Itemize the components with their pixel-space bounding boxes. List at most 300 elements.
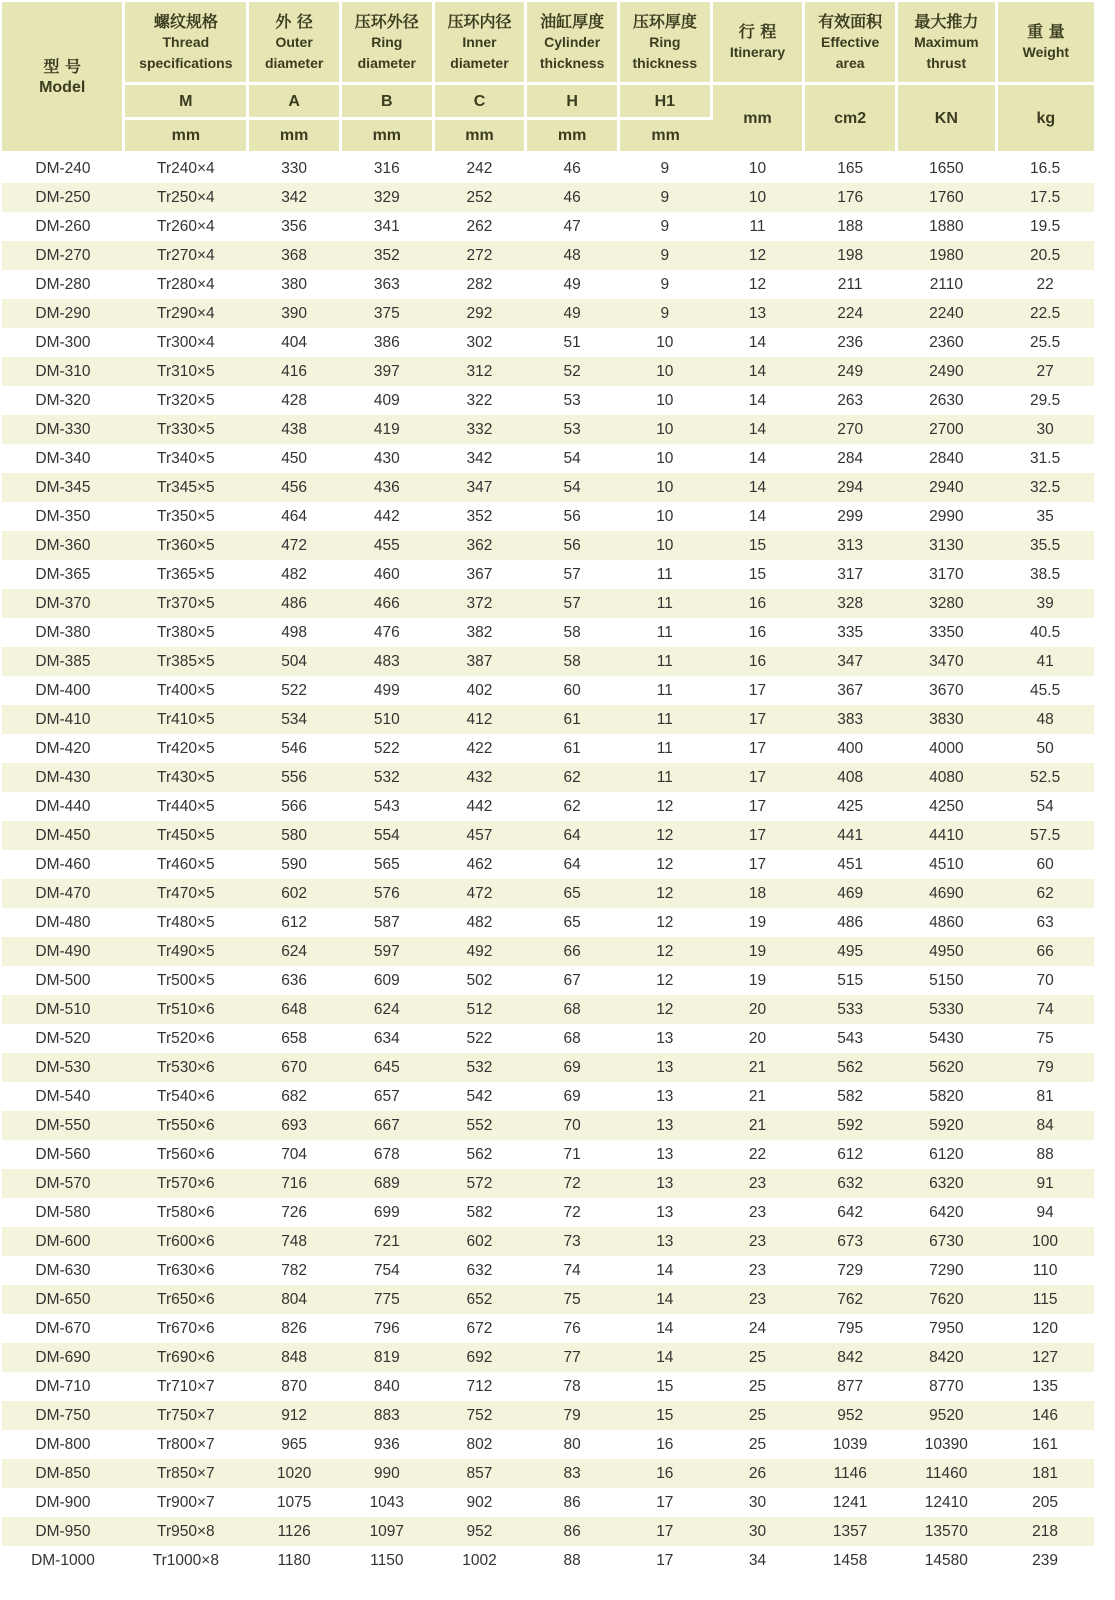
cell-ring-diameter: 587 <box>340 908 433 937</box>
cell-ring-diameter: 522 <box>340 734 433 763</box>
cell-weight: 70 <box>996 966 1094 995</box>
cell-outer-diameter: 504 <box>248 647 341 676</box>
header-ring-thickness-en1: Ring <box>649 33 681 50</box>
cell-effective-area: 317 <box>804 560 897 589</box>
unit-outer: mm <box>248 119 341 153</box>
cell-effective-area: 211 <box>804 270 897 299</box>
cell-cylinder-thickness: 58 <box>526 618 619 647</box>
cell-thread: Tr650×6 <box>124 1285 248 1314</box>
cell-ring-diameter: 990 <box>340 1459 433 1488</box>
cell-max-thrust: 3350 <box>897 618 997 647</box>
header-ring-diameter-en1: Ring <box>371 33 403 50</box>
cell-ring-thickness: 11 <box>618 589 711 618</box>
cell-thread: Tr420×5 <box>124 734 248 763</box>
cell-effective-area: 1241 <box>804 1488 897 1517</box>
cell-itinerary: 16 <box>711 589 804 618</box>
cell-cylinder-thickness: 72 <box>526 1198 619 1227</box>
cell-cylinder-thickness: 53 <box>526 386 619 415</box>
cell-model: DM-710 <box>2 1372 124 1401</box>
cell-ring-diameter: 341 <box>340 212 433 241</box>
cell-max-thrust: 1880 <box>897 212 997 241</box>
cell-model: DM-270 <box>2 241 124 270</box>
cell-itinerary: 17 <box>711 792 804 821</box>
unit-ring-thickness: mm <box>618 119 711 153</box>
cell-weight: 218 <box>996 1517 1094 1546</box>
cell-outer-diameter: 464 <box>248 502 341 531</box>
cell-outer-diameter: 658 <box>248 1024 341 1053</box>
table-row <box>2 850 1094 879</box>
cell-inner-diameter: 282 <box>433 270 526 299</box>
table-row <box>2 1517 1094 1546</box>
cell-cylinder-thickness: 62 <box>526 792 619 821</box>
cell-weight: 27 <box>996 357 1094 386</box>
cell-cylinder-thickness: 60 <box>526 676 619 705</box>
cell-itinerary: 22 <box>711 1140 804 1169</box>
cell-weight: 31.5 <box>996 444 1094 473</box>
cell-cylinder-thickness: 51 <box>526 328 619 357</box>
cell-effective-area: 249 <box>804 357 897 386</box>
cell-ring-thickness: 13 <box>618 1053 711 1082</box>
cell-ring-thickness: 13 <box>618 1227 711 1256</box>
cell-cylinder-thickness: 56 <box>526 502 619 531</box>
cell-weight: 35.5 <box>996 531 1094 560</box>
cell-itinerary: 14 <box>711 444 804 473</box>
cell-thread: Tr370×5 <box>124 589 248 618</box>
cell-weight: 22.5 <box>996 299 1094 328</box>
cell-ring-diameter: 1150 <box>340 1546 433 1575</box>
cell-effective-area: 236 <box>804 328 897 357</box>
header-ring-thickness-en2: thickness <box>632 54 698 71</box>
cell-itinerary: 16 <box>711 618 804 647</box>
cell-outer-diameter: 566 <box>248 792 341 821</box>
cell-ring-diameter: 375 <box>340 299 433 328</box>
cell-thread: Tr460×5 <box>124 850 248 879</box>
cell-thread: Tr410×5 <box>124 705 248 734</box>
cell-cylinder-thickness: 88 <box>526 1546 619 1575</box>
table-row <box>2 386 1094 415</box>
table-row <box>2 415 1094 444</box>
cell-model: DM-365 <box>2 560 124 589</box>
cell-effective-area: 165 <box>804 153 897 184</box>
header-cylinder-en1: Cylinder <box>544 33 601 50</box>
cell-inner-diameter: 352 <box>433 502 526 531</box>
header-weight-zh: 重 量 <box>1027 22 1065 41</box>
cell-model: DM-310 <box>2 357 124 386</box>
cell-inner-diameter: 312 <box>433 357 526 386</box>
cell-max-thrust: 6320 <box>897 1169 997 1198</box>
cell-max-thrust: 2240 <box>897 299 997 328</box>
table-row <box>2 676 1094 705</box>
cell-max-thrust: 6730 <box>897 1227 997 1256</box>
table-row <box>2 1169 1094 1198</box>
cell-cylinder-thickness: 74 <box>526 1256 619 1285</box>
cell-ring-diameter: 1097 <box>340 1517 433 1546</box>
cell-outer-diameter: 342 <box>248 183 341 212</box>
cell-effective-area: 952 <box>804 1401 897 1430</box>
cell-outer-diameter: 380 <box>248 270 341 299</box>
cell-weight: 62 <box>996 879 1094 908</box>
cell-effective-area: 842 <box>804 1343 897 1372</box>
cell-outer-diameter: 826 <box>248 1314 341 1343</box>
cell-itinerary: 17 <box>711 763 804 792</box>
cell-weight: 52.5 <box>996 763 1094 792</box>
cell-effective-area: 451 <box>804 850 897 879</box>
cell-ring-thickness: 13 <box>618 1169 711 1198</box>
cell-cylinder-thickness: 65 <box>526 879 619 908</box>
cell-max-thrust: 4510 <box>897 850 997 879</box>
cell-max-thrust: 3470 <box>897 647 997 676</box>
header-outer-en2: diameter <box>264 54 324 71</box>
table-row <box>2 473 1094 502</box>
cell-ring-diameter: 419 <box>340 415 433 444</box>
cell-weight: 35 <box>996 502 1094 531</box>
cell-itinerary: 21 <box>711 1082 804 1111</box>
cell-cylinder-thickness: 70 <box>526 1111 619 1140</box>
cell-inner-diameter: 482 <box>433 908 526 937</box>
table-row <box>2 1372 1094 1401</box>
table-row <box>2 1024 1094 1053</box>
cell-inner-diameter: 242 <box>433 153 526 184</box>
cell-ring-diameter: 796 <box>340 1314 433 1343</box>
cell-itinerary: 14 <box>711 502 804 531</box>
table-row <box>2 647 1094 676</box>
cell-model: DM-250 <box>2 183 124 212</box>
header-inner-diameter <box>433 2 526 84</box>
cell-effective-area: 299 <box>804 502 897 531</box>
cell-effective-area: 582 <box>804 1082 897 1111</box>
cell-outer-diameter: 428 <box>248 386 341 415</box>
cell-ring-diameter: 624 <box>340 995 433 1024</box>
cell-thread: Tr580×6 <box>124 1198 248 1227</box>
table-row <box>2 1140 1094 1169</box>
cell-thread: Tr850×7 <box>124 1459 248 1488</box>
cell-inner-diameter: 367 <box>433 560 526 589</box>
cell-thread: Tr750×7 <box>124 1401 248 1430</box>
cell-ring-diameter: 363 <box>340 270 433 299</box>
cell-ring-thickness: 9 <box>618 183 711 212</box>
cell-ring-diameter: 819 <box>340 1343 433 1372</box>
cell-model: DM-440 <box>2 792 124 821</box>
cell-inner-diameter: 412 <box>433 705 526 734</box>
cell-max-thrust: 2490 <box>897 357 997 386</box>
cell-model: DM-950 <box>2 1517 124 1546</box>
cell-itinerary: 23 <box>711 1169 804 1198</box>
cell-max-thrust: 3280 <box>897 589 997 618</box>
cell-ring-thickness: 9 <box>618 241 711 270</box>
unit-cylinder: mm <box>526 119 619 153</box>
cell-cylinder-thickness: 68 <box>526 995 619 1024</box>
cell-ring-thickness: 10 <box>618 502 711 531</box>
cell-thread: Tr310×5 <box>124 357 248 386</box>
cell-inner-diameter: 502 <box>433 966 526 995</box>
cell-ring-thickness: 16 <box>618 1430 711 1459</box>
cell-inner-diameter: 372 <box>433 589 526 618</box>
table-row <box>2 1053 1094 1082</box>
header-itinerary <box>711 2 804 84</box>
cell-max-thrust: 2700 <box>897 415 997 444</box>
unit-area: cm2 <box>804 84 897 153</box>
cell-ring-diameter: 754 <box>340 1256 433 1285</box>
cell-inner-diameter: 902 <box>433 1488 526 1517</box>
cell-weight: 40.5 <box>996 618 1094 647</box>
cell-outer-diameter: 450 <box>248 444 341 473</box>
cell-ring-thickness: 17 <box>618 1488 711 1517</box>
cell-cylinder-thickness: 48 <box>526 241 619 270</box>
cell-itinerary: 17 <box>711 676 804 705</box>
cell-thread: Tr530×6 <box>124 1053 248 1082</box>
cell-max-thrust: 4000 <box>897 734 997 763</box>
cell-model: DM-1000 <box>2 1546 124 1575</box>
table-row <box>2 270 1094 299</box>
table-row <box>2 734 1094 763</box>
cell-outer-diameter: 416 <box>248 357 341 386</box>
table-row <box>2 879 1094 908</box>
cell-ring-thickness: 13 <box>618 1024 711 1053</box>
cell-inner-diameter: 262 <box>433 212 526 241</box>
cell-inner-diameter: 582 <box>433 1198 526 1227</box>
cell-effective-area: 294 <box>804 473 897 502</box>
cell-ring-thickness: 14 <box>618 1343 711 1372</box>
cell-outer-diameter: 356 <box>248 212 341 241</box>
cell-model: DM-560 <box>2 1140 124 1169</box>
cell-cylinder-thickness: 77 <box>526 1343 619 1372</box>
cell-outer-diameter: 522 <box>248 676 341 705</box>
cell-cylinder-thickness: 61 <box>526 705 619 734</box>
cell-thread: Tr340×5 <box>124 444 248 473</box>
cell-itinerary: 23 <box>711 1227 804 1256</box>
cell-ring-diameter: 657 <box>340 1082 433 1111</box>
cell-weight: 146 <box>996 1401 1094 1430</box>
cell-ring-diameter: 466 <box>340 589 433 618</box>
cell-ring-diameter: 436 <box>340 473 433 502</box>
cell-inner-diameter: 362 <box>433 531 526 560</box>
cell-thread: Tr560×6 <box>124 1140 248 1169</box>
cell-effective-area: 367 <box>804 676 897 705</box>
cell-thread: Tr1000×8 <box>124 1546 248 1575</box>
cell-max-thrust: 7950 <box>897 1314 997 1343</box>
cell-ring-thickness: 11 <box>618 734 711 763</box>
cell-outer-diameter: 546 <box>248 734 341 763</box>
cell-model: DM-320 <box>2 386 124 415</box>
cell-weight: 91 <box>996 1169 1094 1198</box>
cell-max-thrust: 5150 <box>897 966 997 995</box>
cell-model: DM-345 <box>2 473 124 502</box>
cell-model: DM-690 <box>2 1343 124 1372</box>
cell-weight: 17.5 <box>996 183 1094 212</box>
cell-outer-diameter: 498 <box>248 618 341 647</box>
cell-cylinder-thickness: 46 <box>526 183 619 212</box>
cell-max-thrust: 5620 <box>897 1053 997 1082</box>
table-row <box>2 212 1094 241</box>
cell-ring-diameter: 699 <box>340 1198 433 1227</box>
cell-ring-diameter: 460 <box>340 560 433 589</box>
cell-weight: 48 <box>996 705 1094 734</box>
cell-inner-diameter: 692 <box>433 1343 526 1372</box>
header-thread-en2: specifications <box>139 54 233 71</box>
cell-ring-thickness: 12 <box>618 850 711 879</box>
cell-thread: Tr380×5 <box>124 618 248 647</box>
cell-effective-area: 612 <box>804 1140 897 1169</box>
cell-thread: Tr400×5 <box>124 676 248 705</box>
cell-ring-thickness: 13 <box>618 1140 711 1169</box>
cell-outer-diameter: 624 <box>248 937 341 966</box>
cell-inner-diameter: 382 <box>433 618 526 647</box>
table-body <box>2 153 1094 1576</box>
cell-thread: Tr300×4 <box>124 328 248 357</box>
cell-ring-thickness: 12 <box>618 995 711 1024</box>
cell-outer-diameter: 486 <box>248 589 341 618</box>
header-ring-thickness <box>618 2 711 84</box>
cell-model: DM-570 <box>2 1169 124 1198</box>
cell-thread: Tr250×4 <box>124 183 248 212</box>
cell-max-thrust: 7290 <box>897 1256 997 1285</box>
cell-outer-diameter: 782 <box>248 1256 341 1285</box>
table-row <box>2 153 1094 184</box>
cell-cylinder-thickness: 86 <box>526 1488 619 1517</box>
cell-ring-thickness: 9 <box>618 153 711 184</box>
cell-model: DM-300 <box>2 328 124 357</box>
cell-effective-area: 198 <box>804 241 897 270</box>
cell-max-thrust: 1980 <box>897 241 997 270</box>
cell-cylinder-thickness: 65 <box>526 908 619 937</box>
cell-cylinder-thickness: 57 <box>526 560 619 589</box>
cell-ring-thickness: 14 <box>618 1314 711 1343</box>
cell-max-thrust: 4410 <box>897 821 997 850</box>
cell-outer-diameter: 648 <box>248 995 341 1024</box>
cell-ring-diameter: 476 <box>340 618 433 647</box>
cell-outer-diameter: 368 <box>248 241 341 270</box>
cell-outer-diameter: 390 <box>248 299 341 328</box>
cell-ring-diameter: 397 <box>340 357 433 386</box>
cell-thread: Tr490×5 <box>124 937 248 966</box>
cell-model: DM-240 <box>2 153 124 184</box>
cell-ring-diameter: 316 <box>340 153 433 184</box>
cell-itinerary: 24 <box>711 1314 804 1343</box>
cell-effective-area: 383 <box>804 705 897 734</box>
cell-effective-area: 1146 <box>804 1459 897 1488</box>
cell-effective-area: 347 <box>804 647 897 676</box>
cell-model: DM-430 <box>2 763 124 792</box>
cell-weight: 22 <box>996 270 1094 299</box>
cell-max-thrust: 3830 <box>897 705 997 734</box>
cell-inner-diameter: 632 <box>433 1256 526 1285</box>
unit-thread: mm <box>124 119 248 153</box>
cell-max-thrust: 10390 <box>897 1430 997 1459</box>
cell-ring-diameter: 430 <box>340 444 433 473</box>
header-thread-zh: 螺纹规格 <box>153 11 218 31</box>
header-inner-en2: diameter <box>450 54 509 71</box>
table-row <box>2 1256 1094 1285</box>
cell-effective-area: 188 <box>804 212 897 241</box>
table-row <box>2 966 1094 995</box>
cell-thread: Tr430×5 <box>124 763 248 792</box>
cell-inner-diameter: 462 <box>433 850 526 879</box>
cell-weight: 79 <box>996 1053 1094 1082</box>
cell-thread: Tr480×5 <box>124 908 248 937</box>
cell-itinerary: 15 <box>711 531 804 560</box>
table-row <box>2 1459 1094 1488</box>
cell-effective-area: 515 <box>804 966 897 995</box>
symbol-m: M <box>124 84 248 119</box>
cell-itinerary: 17 <box>711 850 804 879</box>
cell-inner-diameter: 562 <box>433 1140 526 1169</box>
cell-outer-diameter: 748 <box>248 1227 341 1256</box>
cell-max-thrust: 4250 <box>897 792 997 821</box>
cell-itinerary: 14 <box>711 328 804 357</box>
cell-ring-thickness: 12 <box>618 792 711 821</box>
cell-weight: 63 <box>996 908 1094 937</box>
cell-ring-thickness: 14 <box>618 1256 711 1285</box>
cell-weight: 74 <box>996 995 1094 1024</box>
cell-model: DM-510 <box>2 995 124 1024</box>
cell-ring-thickness: 12 <box>618 879 711 908</box>
header-area-en2: area <box>835 54 865 71</box>
table-row <box>2 328 1094 357</box>
cell-itinerary: 11 <box>711 212 804 241</box>
cell-thread: Tr345×5 <box>124 473 248 502</box>
cell-weight: 57.5 <box>996 821 1094 850</box>
cell-cylinder-thickness: 71 <box>526 1140 619 1169</box>
cell-effective-area: 562 <box>804 1053 897 1082</box>
table-row <box>2 1401 1094 1430</box>
cell-model: DM-480 <box>2 908 124 937</box>
cell-outer-diameter: 1126 <box>248 1517 341 1546</box>
cell-ring-thickness: 17 <box>618 1546 711 1575</box>
header-thread-en1: Thread <box>162 33 210 50</box>
cell-inner-diameter: 672 <box>433 1314 526 1343</box>
cell-thread: Tr550×6 <box>124 1111 248 1140</box>
table-row <box>2 531 1094 560</box>
cell-effective-area: 592 <box>804 1111 897 1140</box>
cell-outer-diameter: 602 <box>248 879 341 908</box>
cell-inner-diameter: 387 <box>433 647 526 676</box>
cell-outer-diameter: 612 <box>248 908 341 937</box>
cell-ring-diameter: 565 <box>340 850 433 879</box>
cell-ring-diameter: 936 <box>340 1430 433 1459</box>
spec-table <box>2 2 1094 1575</box>
cell-ring-thickness: 12 <box>618 908 711 937</box>
table-row <box>2 937 1094 966</box>
cell-model: DM-550 <box>2 1111 124 1140</box>
header-model-en: Model <box>39 78 86 96</box>
header-thrust-zh: 最大推力 <box>914 11 979 31</box>
cell-model: DM-410 <box>2 705 124 734</box>
cell-itinerary: 21 <box>711 1111 804 1140</box>
cell-itinerary: 14 <box>711 473 804 502</box>
cell-inner-diameter: 542 <box>433 1082 526 1111</box>
header-cylinder-thickness <box>526 2 619 84</box>
cell-ring-diameter: 543 <box>340 792 433 821</box>
header-thrust-en1: Maximum <box>914 33 979 50</box>
cell-itinerary: 25 <box>711 1430 804 1459</box>
cell-model: DM-350 <box>2 502 124 531</box>
cell-inner-diameter: 342 <box>433 444 526 473</box>
cell-itinerary: 23 <box>711 1285 804 1314</box>
cell-inner-diameter: 802 <box>433 1430 526 1459</box>
cell-weight: 94 <box>996 1198 1094 1227</box>
cell-ring-diameter: 634 <box>340 1024 433 1053</box>
cell-itinerary: 20 <box>711 1024 804 1053</box>
cell-effective-area: 408 <box>804 763 897 792</box>
cell-model: DM-450 <box>2 821 124 850</box>
cell-ring-thickness: 13 <box>618 1082 711 1111</box>
cell-thread: Tr365×5 <box>124 560 248 589</box>
cell-model: DM-650 <box>2 1285 124 1314</box>
cell-cylinder-thickness: 80 <box>526 1430 619 1459</box>
cell-model: DM-380 <box>2 618 124 647</box>
cell-cylinder-thickness: 53 <box>526 415 619 444</box>
cell-max-thrust: 4950 <box>897 937 997 966</box>
